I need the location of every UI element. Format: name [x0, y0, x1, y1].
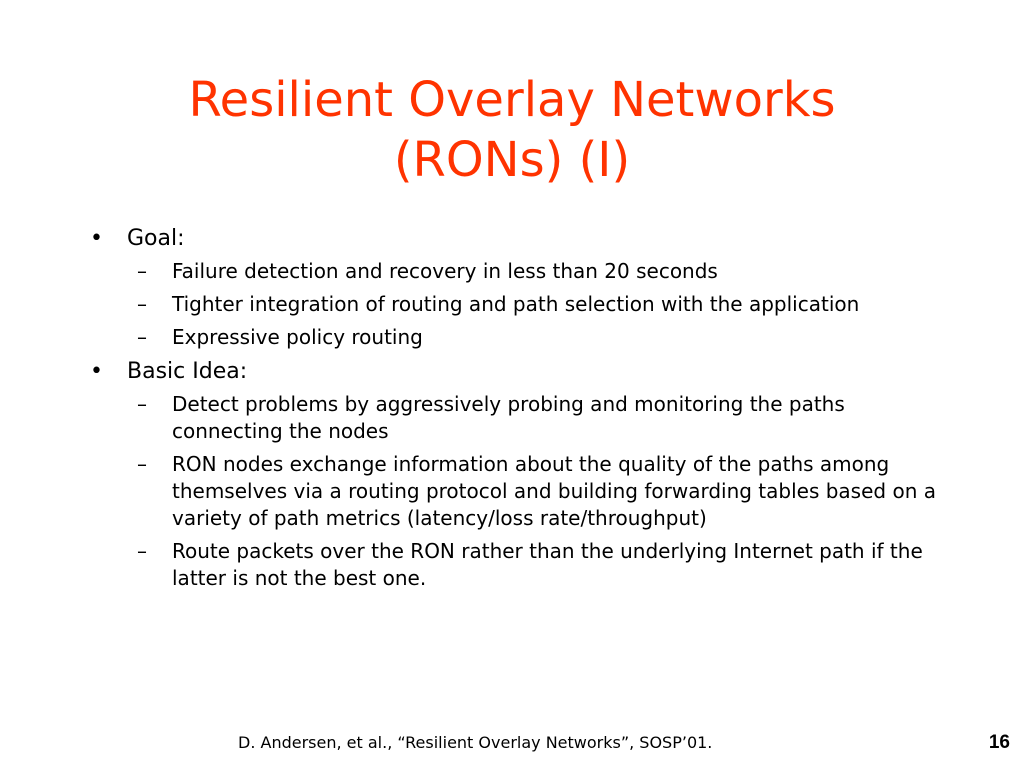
slide-body	[0, 224, 1024, 592]
bullet-text: Goal:	[127, 226, 185, 251]
sub-bullet-text: Tighter integration of routing and path selection with the application	[172, 292, 860, 316]
sub-bullet	[137, 258, 947, 285]
sub-bullet	[137, 451, 947, 532]
page-number: 16	[988, 732, 1010, 753]
sub-bullet-text: Failure detection and recovery in less than 20 seconds	[172, 259, 718, 283]
bullet-text: Basic Idea:	[127, 359, 248, 384]
sub-bullet-text: RON nodes exchange information about the quality of the paths among themselves via a routing protocol and building forwarding tables based on a variety of path metrics (latency/loss rate/throughput)	[172, 452, 936, 530]
slide-title	[60, 70, 964, 190]
dash-marker: –	[137, 392, 147, 416]
sub-bullet-text: Expressive policy routing	[172, 325, 423, 349]
slide-title-line-2: (RONs) (I)	[393, 132, 631, 188]
dash-marker: –	[137, 452, 147, 476]
sub-bullet	[137, 324, 947, 351]
sub-bullet	[137, 538, 947, 592]
slide-title-line-1: Resilient Overlay Networks	[188, 72, 836, 128]
sub-bullet-text: Detect problems by aggressively probing and monitoring the paths connecting the nodes	[172, 392, 845, 443]
bullet-goal	[90, 224, 967, 254]
dash-marker: –	[137, 539, 147, 563]
dash-marker: –	[137, 292, 147, 316]
citation-footer: D. Andersen, et al., “Resilient Overlay Networks”, SOSP’01.	[238, 733, 713, 752]
bullet-marker: •	[90, 226, 103, 251]
sub-bullet-text: Route packets over the RON rather than the underlying Internet path if the latter is not the best one.	[172, 539, 923, 590]
sub-bullet	[137, 391, 947, 445]
bullet-basic-idea	[90, 357, 967, 387]
dash-marker: –	[137, 259, 147, 283]
bullet-marker: •	[90, 359, 103, 384]
sub-bullet	[137, 291, 947, 318]
dash-marker: –	[137, 325, 147, 349]
